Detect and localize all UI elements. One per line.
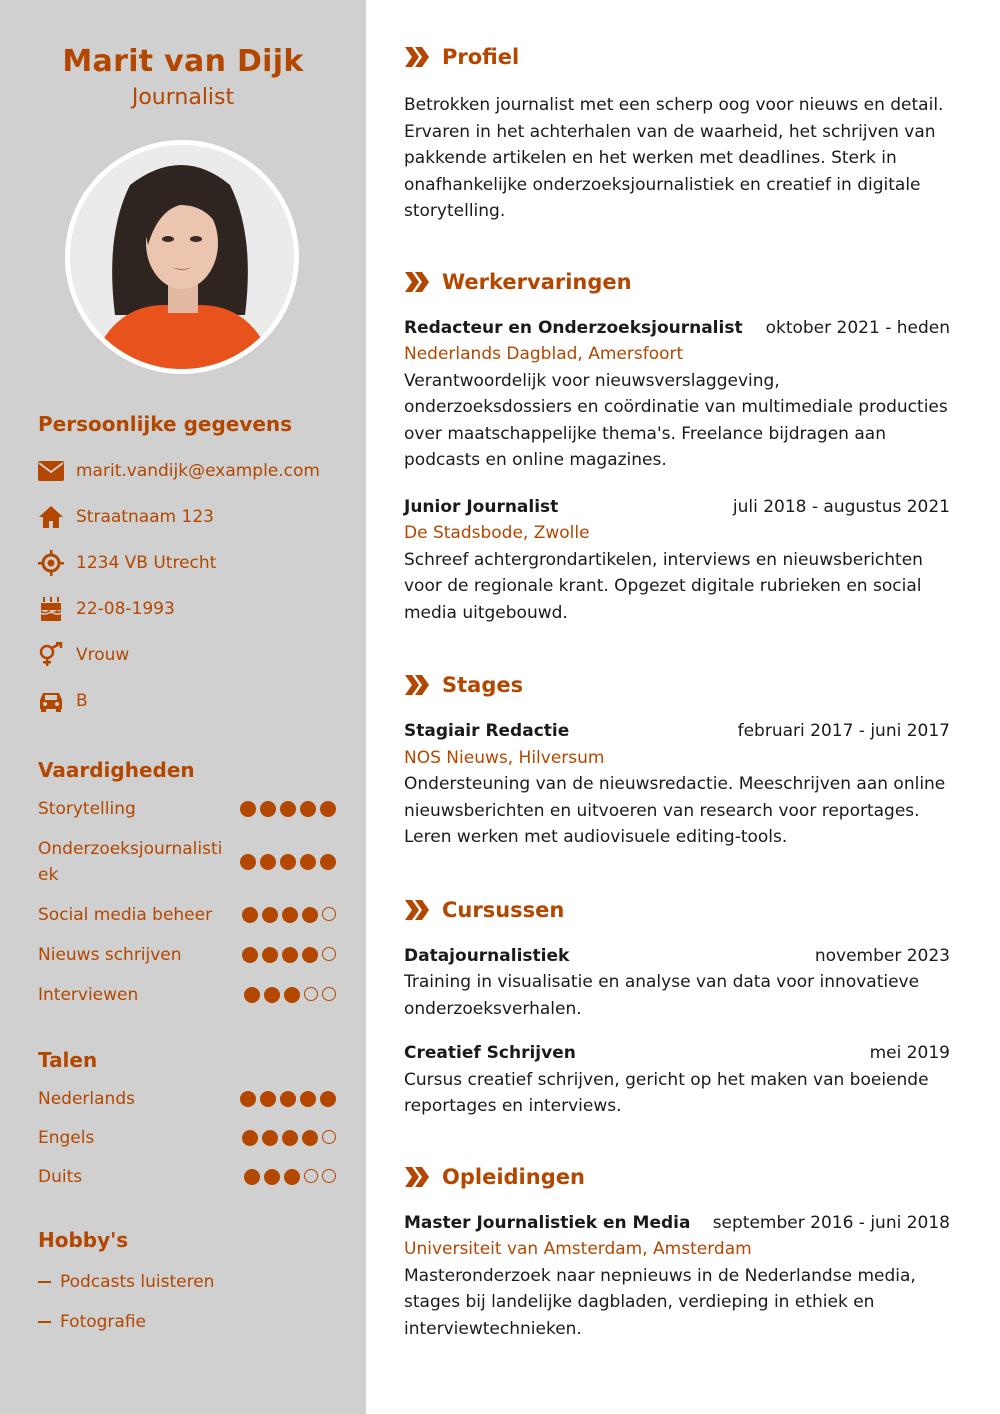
rating-dots <box>240 854 336 870</box>
rating-dot-empty <box>322 907 336 921</box>
entry-description: Ondersteuning van de nieuwsredactie. Meeschrijven aan online nieuwsberichten en uitvoeren van research voor reportages. Leren werken met audiovisuele editing-tools. <box>404 774 946 847</box>
double-chevron-icon <box>404 270 430 294</box>
car-icon <box>38 688 64 714</box>
contact-gender <box>38 632 336 678</box>
double-chevron-icon <box>404 673 430 697</box>
skill-label: Social media beheer <box>38 905 213 925</box>
hobbies-list <box>38 1262 336 1342</box>
main-content <box>366 0 1000 1414</box>
rating-dot-filled <box>300 854 316 870</box>
rating-dot-filled <box>284 987 300 1003</box>
language-label: Duits <box>38 1167 83 1187</box>
email-value: marit.vandijk@example.com <box>76 461 320 481</box>
language-row <box>38 1164 336 1190</box>
birthdate-value: 22-08-1993 <box>76 599 175 619</box>
rating-dot-filled <box>300 1091 316 1107</box>
rating-dot-filled <box>242 907 258 923</box>
rating-dot-filled <box>242 947 258 963</box>
entry-role: Redacteur en Onderzoeksjournalist <box>404 317 743 338</box>
hobby-item: Fotografie <box>38 1302 336 1342</box>
contact-street <box>38 494 336 540</box>
rating-dot-filled <box>240 801 256 817</box>
rating-dot-empty <box>322 987 336 1001</box>
double-chevron-icon <box>404 1165 430 1189</box>
skills-heading: Vaardigheden <box>38 758 195 782</box>
skill-label: Interviewen <box>38 985 139 1005</box>
languages-list <box>38 1086 336 1190</box>
rating-dots <box>242 907 336 923</box>
entry-period: juli 2018 - augustus 2021 <box>732 496 950 517</box>
rating-dot-empty <box>322 1130 336 1144</box>
personal-details-list <box>38 448 336 724</box>
double-chevron-icon <box>404 45 430 69</box>
internships-heading: Stages <box>442 673 524 697</box>
rating-dots <box>240 1091 336 1107</box>
rating-dot-filled <box>280 854 296 870</box>
contact-email[interactable] <box>38 448 336 494</box>
rating-dot-filled <box>302 1130 318 1146</box>
rating-dot-filled <box>282 1130 298 1146</box>
rating-dot-filled <box>320 801 336 817</box>
double-chevron-icon <box>404 898 430 922</box>
entry-description: Verantwoordelijk voor nieuwsverslaggeving, onderzoeksdossiers en coördinatie van multimediale producties over maatschappelijke thema's. Freelance bijdragen aan podcasts en online magazines. <box>404 370 948 470</box>
education-heading: Opleidingen <box>442 1164 585 1189</box>
rating-dot-filled <box>302 947 318 963</box>
entry-description: Schreef achtergrondartikelen, interviews en nieuwsberichten voor de regionale krant. Opgezet digitale rubrieken en social media uitgebouwd. <box>404 549 923 623</box>
rating-dot-filled <box>264 1169 280 1185</box>
entry-period: mei 2019 <box>869 1043 950 1063</box>
gender-value: Vrouw <box>76 645 130 665</box>
rating-dot-filled <box>320 1091 336 1107</box>
rating-dots <box>240 801 336 817</box>
street-value: Straatnaam 123 <box>76 507 214 527</box>
entry-organization: De Stadsbode, Zwolle <box>404 523 590 543</box>
rating-dot-filled <box>262 1130 278 1146</box>
entry-period: februari 2017 - juni 2017 <box>737 721 950 741</box>
envelope-icon <box>38 458 64 484</box>
home-icon <box>38 504 64 530</box>
rating-dot-filled <box>240 1091 256 1107</box>
entry-role: Datajournalistiek <box>404 945 570 966</box>
rating-dot-empty <box>322 1169 336 1183</box>
entry-period: september 2016 - juni 2018 <box>712 1212 950 1233</box>
rating-dot-filled <box>280 1091 296 1107</box>
profile-text: Betrokken journalist met een scherp oog voor nieuws en detail. Ervaren in het achterhalen van de waarheid, het schrijven van pakkende artikelen en het werken met deadlines. Sterk in onafhankelijke onderzoeksjournalistiek en creatief in digitale storytelling. <box>404 95 944 221</box>
skill-label: Onderzoeksjournalisti ek <box>38 839 223 885</box>
license-value: B <box>76 691 88 711</box>
rating-dot-filled <box>262 947 278 963</box>
rating-dot-filled <box>244 987 260 1003</box>
course-entry <box>404 943 950 1023</box>
rating-dots <box>244 987 336 1003</box>
skill-row <box>38 942 336 968</box>
experience-heading: Werkervaringen <box>442 269 632 294</box>
language-label: Engels <box>38 1128 95 1148</box>
language-row <box>38 1125 336 1151</box>
language-label: Nederlands <box>38 1089 135 1109</box>
rating-dot-filled <box>260 1091 276 1107</box>
internships-section-heading <box>404 668 950 702</box>
personal-details-heading: Persoonlijke gegevens <box>38 412 293 436</box>
entry-organization: Universiteit van Amsterdam, Amsterdam <box>404 1239 752 1259</box>
rating-dot-filled <box>260 854 276 870</box>
profile-section-heading <box>404 40 950 74</box>
entry-period: oktober 2021 - heden <box>765 317 950 338</box>
rating-dot-filled <box>262 907 278 923</box>
location-icon <box>38 550 64 576</box>
skills-list <box>38 796 336 1008</box>
language-row <box>38 1086 336 1112</box>
sidebar <box>0 0 366 1414</box>
experience-entry <box>404 494 950 627</box>
rating-dots <box>244 1169 336 1185</box>
rating-dot-filled <box>282 907 298 923</box>
profile-photo <box>65 140 299 374</box>
entry-description: Training in visualisatie en analyse van data voor innovatieve onderzoeksverhalen. <box>404 972 920 1019</box>
skill-row <box>38 982 336 1008</box>
rating-dot-filled <box>240 854 256 870</box>
rating-dot-filled <box>282 947 298 963</box>
skill-row <box>38 796 336 822</box>
education-section-heading <box>404 1160 950 1194</box>
city-value: 1234 VB Utrecht <box>76 553 217 573</box>
experience-section-heading <box>404 265 950 299</box>
rating-dot-filled <box>300 801 316 817</box>
rating-dot-empty <box>304 1169 318 1183</box>
gender-icon <box>38 642 64 668</box>
skill-row <box>38 902 336 928</box>
entry-organization: NOS Nieuws, Hilversum <box>404 747 605 768</box>
skill-label: Storytelling <box>38 799 136 819</box>
languages-heading: Talen <box>38 1048 98 1072</box>
portrait-illustration <box>70 145 294 369</box>
profile-heading: Profiel <box>442 45 520 69</box>
rating-dot-filled <box>244 1169 260 1185</box>
rating-dot-filled <box>280 801 296 817</box>
entry-organization: Nederlands Dagblad, Amersfoort <box>404 344 684 364</box>
experience-entry <box>404 315 950 474</box>
entry-role: Creatief Schrijven <box>404 1043 576 1063</box>
candidate-name: Marit van Dijk <box>62 44 304 79</box>
rating-dots <box>242 947 336 963</box>
birthday-cake-icon <box>38 596 64 622</box>
rating-dot-empty <box>322 947 336 961</box>
job-title: Journalist <box>131 85 235 110</box>
rating-dot-empty <box>304 987 318 1001</box>
skill-label: Nieuws schrijven <box>38 945 182 965</box>
skill-row <box>38 836 336 888</box>
rating-dot-filled <box>320 854 336 870</box>
contact-birthdate <box>38 586 336 632</box>
entry-role: Master Journalistiek en Media <box>404 1212 691 1233</box>
rating-dot-filled <box>264 987 280 1003</box>
contact-city <box>38 540 336 586</box>
entry-description: Masteronderzoek naar nepnieuws in de Nederlandse media, stages bij landelijke dagbladen, verdieping in ethiek en interviewtechnieken. <box>404 1265 916 1339</box>
entry-role: Stagiair Redactie <box>404 721 570 741</box>
courses-section-heading <box>404 893 950 927</box>
rating-dots <box>242 1130 336 1146</box>
entry-role: Junior Journalist <box>404 496 559 517</box>
rating-dot-filled <box>242 1130 258 1146</box>
education-entry <box>404 1210 950 1343</box>
contact-license <box>38 678 336 724</box>
rating-dot-filled <box>302 907 318 923</box>
courses-heading: Cursussen <box>442 897 565 922</box>
entry-period: november 2023 <box>814 945 950 966</box>
rating-dot-filled <box>260 801 276 817</box>
hobbies-heading: Hobby's <box>38 1228 129 1252</box>
course-entry <box>404 1040 950 1120</box>
entry-description: Cursus creatief schrijven, gericht op het maken van boeiende reportages en interviews. <box>404 1069 929 1116</box>
hobby-item: Podcasts luisteren <box>38 1262 336 1302</box>
rating-dot-filled <box>284 1169 300 1185</box>
internship-entry <box>404 718 950 851</box>
